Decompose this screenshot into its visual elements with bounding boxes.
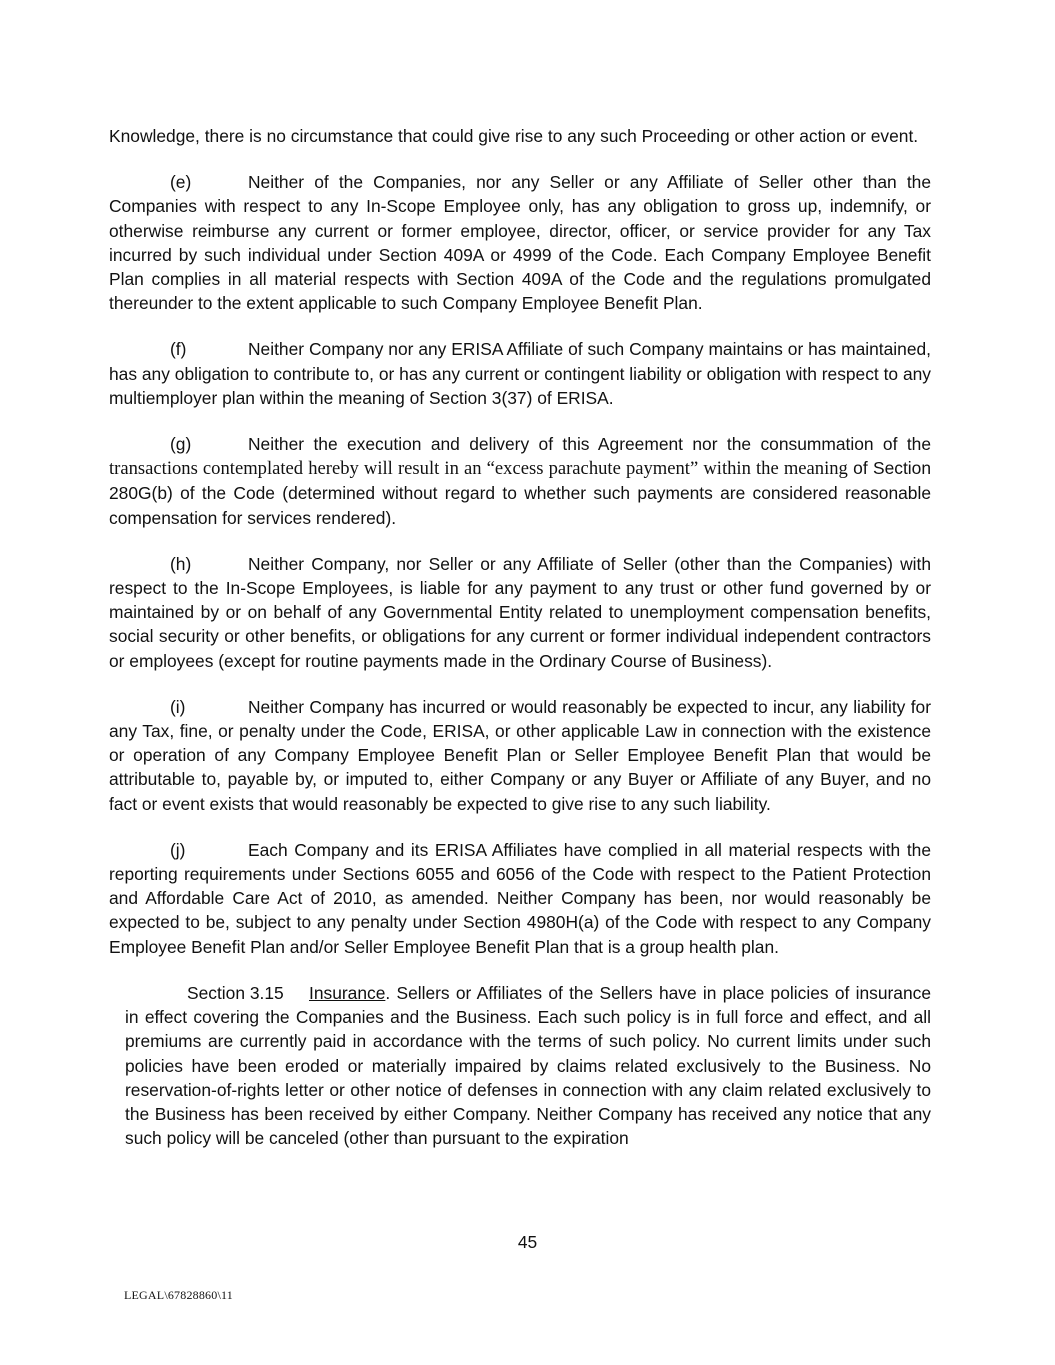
section-number: Section 3.15 [187,982,284,1003]
paragraph-f [109,337,931,410]
paragraph-i [109,695,931,816]
paragraph-h [109,552,931,673]
paragraph-text-serif: transactions contemplated hereby will result in an “excess parachute payment” within the meaning [109,458,848,480]
paragraph-text: of Section 280G(b) of the Code (determined without regard to whether such payments are considered reasonable compensation for services rendered). [109,458,931,528]
paragraph-label: (j) [170,839,186,860]
paragraph-text: Each Company and its ERISA Affiliates have complied in all material respects with the reporting requirements under Sections 6055 and 6056 of the Code with respect to the Patient Protection and Affordable Care Act of 2010, as amended. Neither Company has been, nor would reasonably be expected to be, subject to any penalty under Section 4980H(a) of the Code with respect to any Company Employee Benefit Plan and/or Seller Employee Benefit Plan that is a group health plan. [109,839,931,957]
paragraph-label: (e) [170,172,192,193]
paragraph-text: Neither Company, nor Seller or any Affiliate of Seller (other than the Companies) with respect to the In-Scope Employees, is liable for any payment to any trust or other fund governed by or maintained by or on behalf of any Governmental Entity related to unemployment compensation benefits, social security or other benefits, or obligations for any current or former individual independent contractors or employees (except for routine payments made in the Ordinary Course of Business). [109,553,931,671]
section-heading: Insurance [309,982,386,1003]
paragraph-text: Neither of the Companies, nor any Seller or any Affiliate of Seller other than the Companies with respect to any In-Scope Employee only, has any obligation to gross up, indemnify, or otherwise reimburse any current or former employee, director, officer, or service provider for any Tax incurred by such individual under Section 409A or 4999 of the Code. Each Company Employee Benefit Plan complies in all material respects with Section 409A of the Code and the regulations promulgated thereunder to the extent applicable to such Company Employee Benefit Plan. [109,172,931,314]
paragraph-j [109,838,931,959]
paragraph-g [109,432,931,530]
section-text: . Sellers or Affiliates of the Sellers have in place policies of insurance in effect covering the Companies and the Business. Each such policy is in full force and effect, and all premiums are currently paid in accordance with the terms of such policy. No current limits under such policies have been eroded or materially impaired by claims related exclusively to the Business. No reservation-of-rights letter or other notice of defenses in connection with any claim related exclusively to the Business has been received by either Company. Neither Company has received any notice that any such policy will be canceled (other than pursuant to the expiration [125,982,931,1149]
paragraph-label: (f) [170,339,187,360]
paragraph-text: Neither the execution and delivery of this Agreement nor the consummation of the [248,434,931,455]
paragraph-label: (h) [170,553,192,574]
continuation-paragraph: Knowledge, there is no circumstance that could give rise to any such Proceeding or other action or event. [109,126,919,146]
paragraph-e [109,170,931,315]
paragraph-label: (g) [170,434,192,455]
document-id: LEGAL\67828860\11 [124,1288,233,1302]
paragraph-label: (i) [170,696,186,717]
document-body [109,124,931,1150]
paragraph-text: Neither Company has incurred or would reasonably be expected to incur, any liability for any Tax, fine, or penalty under the Code, ERISA, or other applicable Law in connection with the existence or operation of any Company Employee Benefit Plan or Seller Employee Benefit Plan that would be attributable to, payable by, or imputed to, either Company or any Buyer or Affiliate of any Buyer, and no fact or event exists that would reasonably be expected to give rise to any such liability. [109,696,931,814]
page-number: 45 [517,1232,538,1252]
paragraph-text: Neither Company nor any ERISA Affiliate of such Company maintains or has maintained, has any obligation to contribute to, or has any current or contingent liability or obligation with respect to any multiemployer plan within the meaning of Section 3(37) of ERISA. [109,339,931,408]
section-3-15 [125,981,931,1150]
